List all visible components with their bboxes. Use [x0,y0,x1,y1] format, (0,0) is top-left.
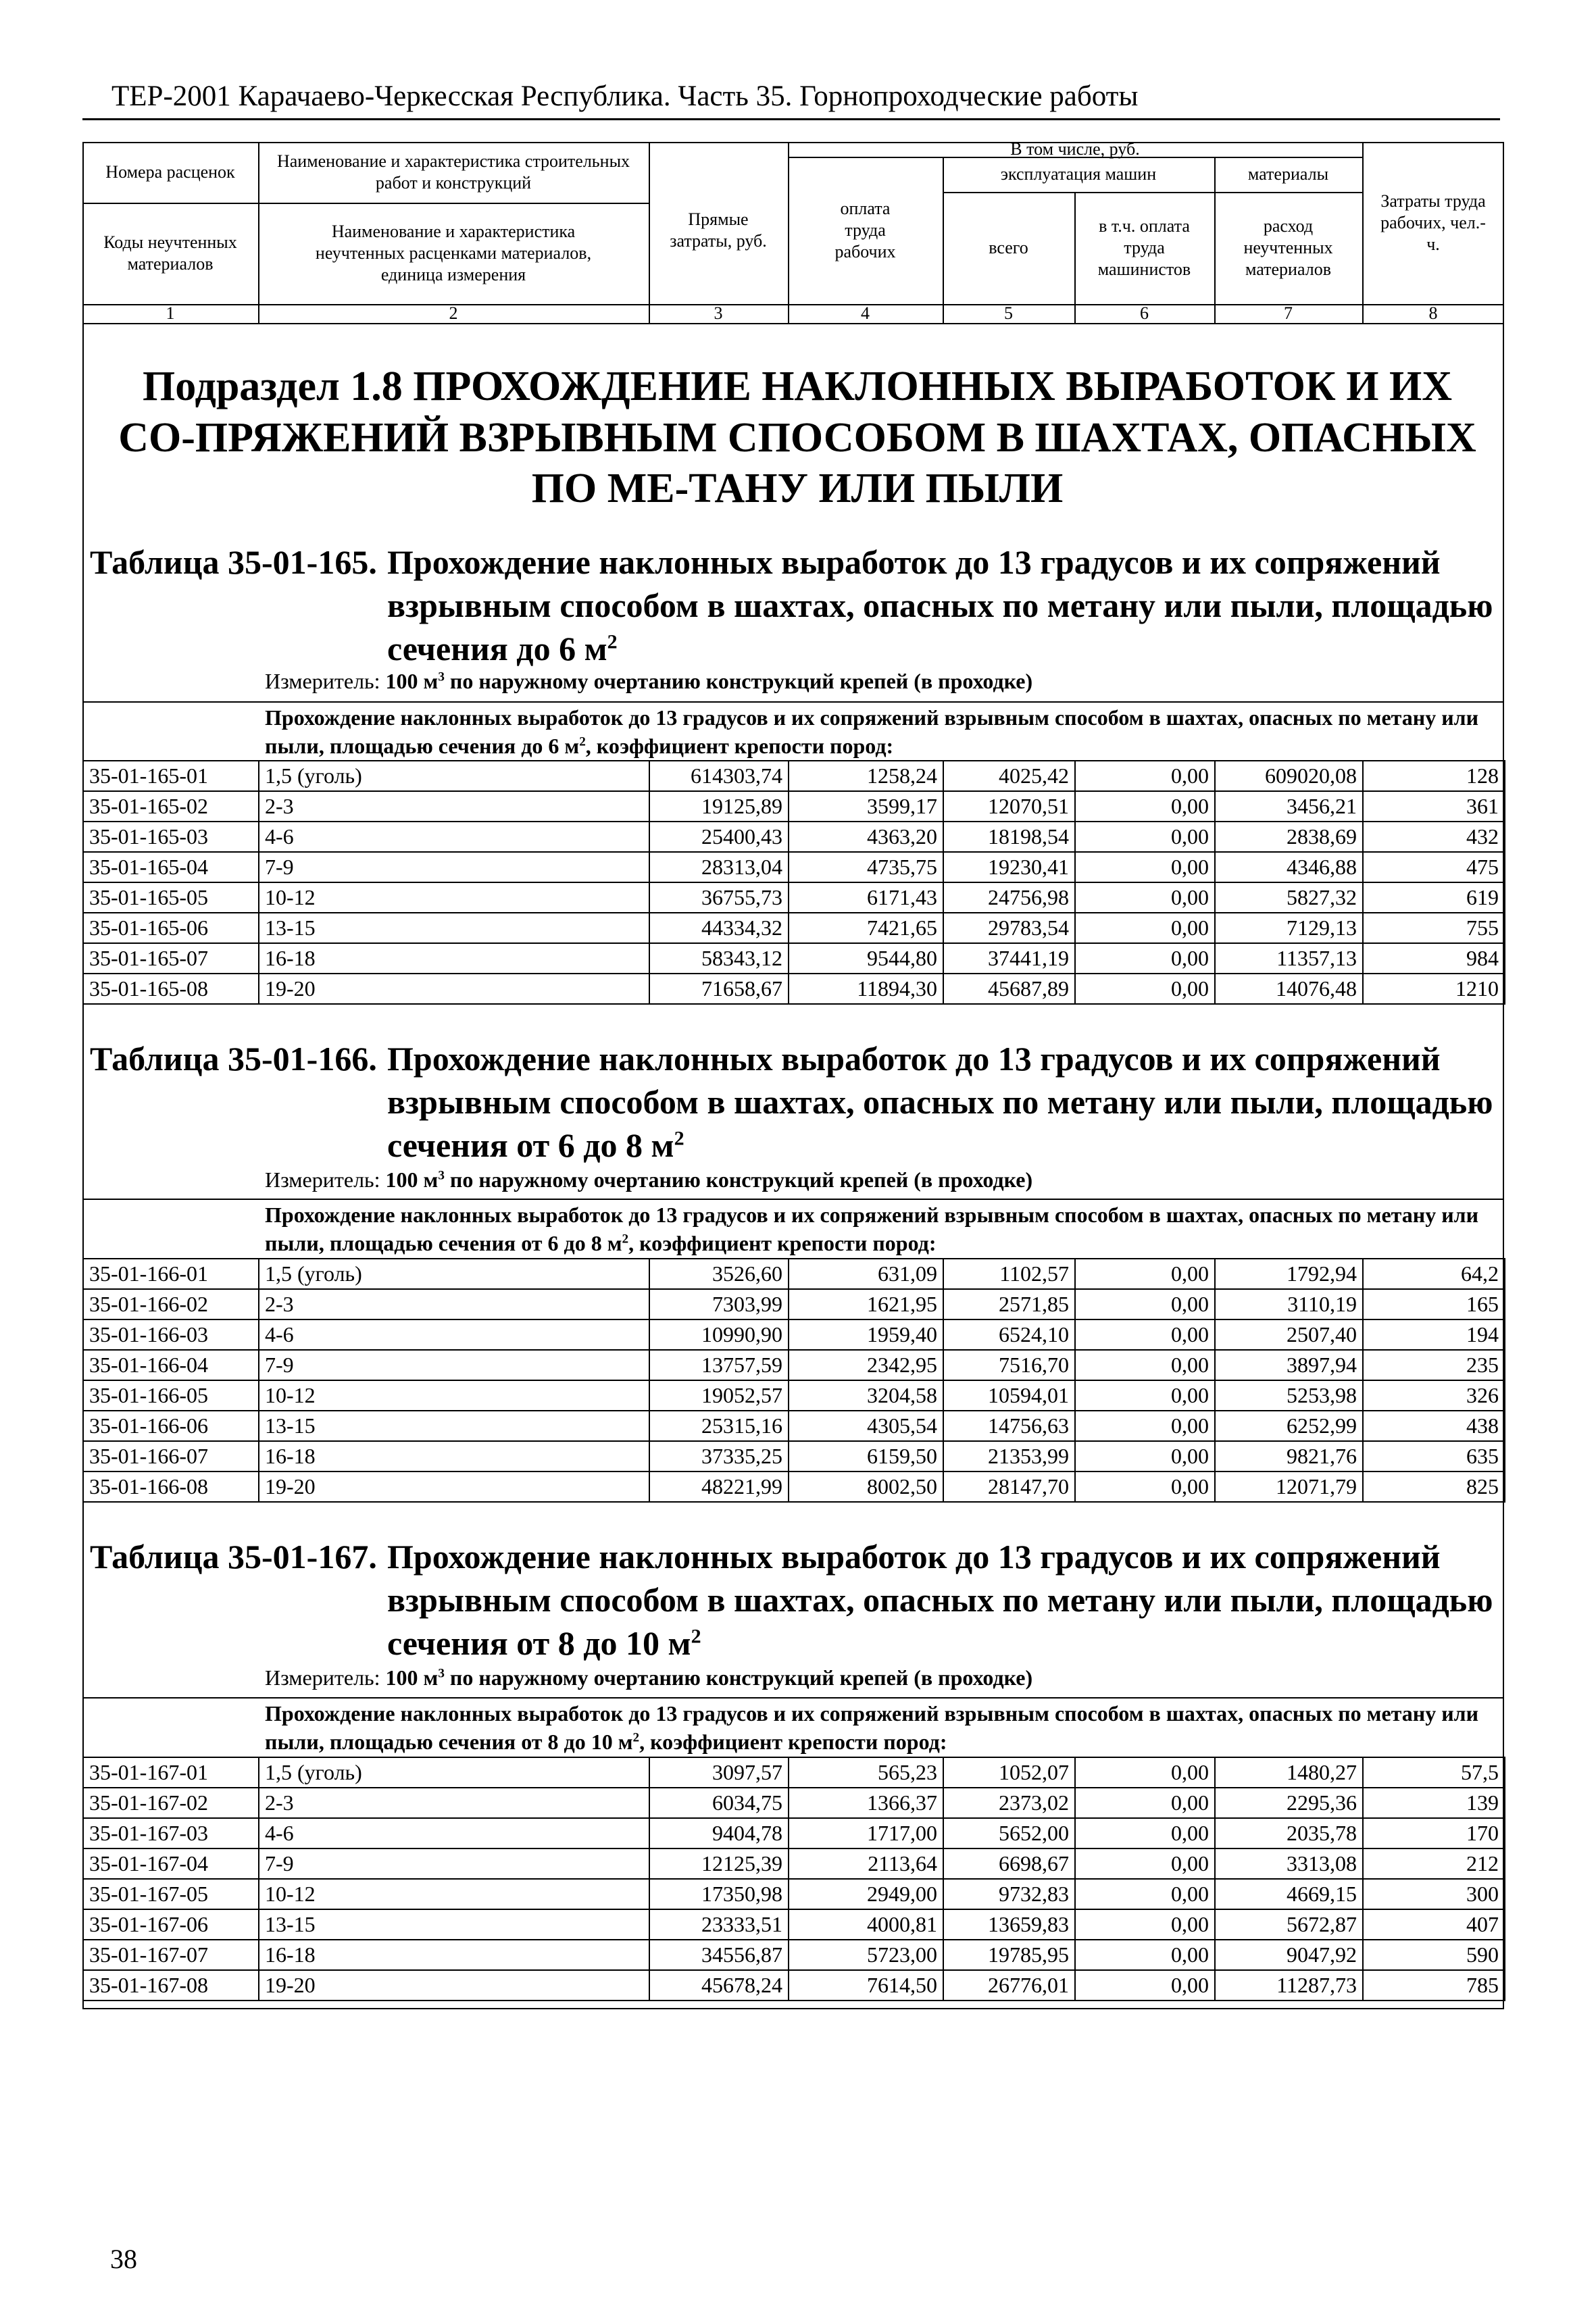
machine-costs-total-cell: 1052,07 [943,1757,1075,1788]
labor-hours-cell: 128 [1363,761,1505,791]
table-row [83,1940,1505,1970]
material-consumption-cell: 9821,76 [1215,1441,1363,1472]
machine-costs-total-cell: 14756,63 [943,1411,1075,1441]
worker-wages-cell: 6159,50 [789,1441,943,1472]
direct-costs-cell: 34556,87 [649,1940,789,1970]
rate-code-cell: 35-01-167-02 [83,1788,259,1818]
machinist-wages-cell: 0,00 [1075,1380,1215,1411]
labor-hours-cell: 326 [1363,1380,1505,1411]
machine-costs-total-cell: 6524,10 [943,1319,1075,1350]
rate-code-cell: 35-01-167-01 [83,1757,259,1788]
table-row [83,1757,1505,1788]
table-row [83,852,1505,882]
labor-hours-cell: 407 [1363,1909,1505,1940]
page-number: 38 [110,2244,137,2274]
labor-hours-cell: 212 [1363,1848,1505,1879]
labor-hours-cell: 475 [1363,852,1505,882]
header-col8: Затраты труда рабочих, чел.-ч. [1380,191,1486,254]
machine-costs-total-cell: 37441,19 [943,943,1075,974]
header-materials: материалы [1247,164,1329,184]
rate-code-cell: 35-01-165-08 [83,974,259,1004]
machine-costs-total-cell: 10594,01 [943,1380,1075,1411]
table-rule [82,1697,1504,1699]
worker-wages-cell: 7614,50 [789,1970,943,2001]
table-row [83,1848,1505,1879]
labor-hours-cell: 194 [1363,1319,1505,1350]
machine-costs-total-cell: 2373,02 [943,1788,1075,1818]
rock-hardness-cell: 7-9 [259,1350,649,1380]
rock-hardness-cell: 4-6 [259,822,649,852]
direct-costs-cell: 3097,57 [649,1757,789,1788]
header-col7: расход неучтенных материалов [1243,216,1333,279]
machine-costs-total-cell: 26776,01 [943,1970,1075,2001]
rock-hardness-cell: 16-18 [259,943,649,974]
rock-hardness-cell: 1,5 (уголь) [259,1757,649,1788]
worker-wages-cell: 3599,17 [789,791,943,822]
machinist-wages-cell: 0,00 [1075,1818,1215,1848]
worker-wages-cell: 4363,20 [789,822,943,852]
machinist-wages-cell: 0,00 [1075,974,1215,1004]
worker-wages-cell: 1366,37 [789,1788,943,1818]
rate-code-cell: 35-01-167-07 [83,1940,259,1970]
machine-costs-total-cell: 12070,51 [943,791,1075,822]
direct-costs-cell: 45678,24 [649,1970,789,2001]
header-number: 7 [1284,303,1293,324]
rock-hardness-cell: 13-15 [259,913,649,943]
header-col1-top: Номера расценок [105,162,235,182]
labor-hours-cell: 825 [1363,1472,1505,1502]
worker-wages-cell: 5723,00 [789,1940,943,1970]
header-col4: оплата труда рабочих [834,199,896,261]
table-row [83,913,1505,943]
table-row [83,974,1505,1004]
table-rule [82,1199,1504,1200]
rock-hardness-cell: 19-20 [259,1472,649,1502]
header-group: В том числе, руб. [1010,139,1140,159]
labor-hours-cell: 139 [1363,1788,1505,1818]
rock-hardness-cell: 10-12 [259,1879,649,1909]
worker-wages-cell: 4735,75 [789,852,943,882]
machinist-wages-cell: 0,00 [1075,852,1215,882]
table-description: Прохождение наклонных выработок до 13 градусов и их сопряжений взрывным способом в шахтах, опасных по метану или пыли, площадью сечения от 6 до 8 $м^2$, коэффициент крепости пород: [265,1203,1479,1255]
table-row [83,1970,1505,2001]
table-title [90,540,1502,676]
material-consumption-cell: 11357,13 [1215,943,1363,974]
direct-costs-cell: 7303,99 [649,1289,789,1319]
table-title [90,1535,1502,1670]
labor-hours-cell: 57,5 [1363,1757,1505,1788]
material-consumption-cell: 3456,21 [1215,791,1363,822]
rock-hardness-cell: 13-15 [259,1411,649,1441]
rock-hardness-cell: 2-3 [259,1788,649,1818]
rock-hardness-cell: 4-6 [259,1818,649,1848]
material-consumption-cell: 609020,08 [1215,761,1363,791]
table-row [83,1259,1505,1289]
machine-costs-total-cell: 2571,85 [943,1289,1075,1319]
rock-hardness-cell: 7-9 [259,1848,649,1879]
worker-wages-cell: 1717,00 [789,1818,943,1848]
material-consumption-cell: 2035,78 [1215,1818,1363,1848]
machinist-wages-cell: 0,00 [1075,1411,1215,1441]
worker-wages-cell: 4000,81 [789,1909,943,1940]
labor-hours-cell: 170 [1363,1818,1505,1848]
machine-costs-total-cell: 7516,70 [943,1350,1075,1380]
header-number: 1 [166,303,175,324]
material-consumption-cell: 5672,87 [1215,1909,1363,1940]
rate-code-cell: 35-01-165-06 [83,913,259,943]
machine-costs-total-cell: 18198,54 [943,822,1075,852]
rock-hardness-cell: 13-15 [259,1909,649,1940]
material-consumption-cell: 1480,27 [1215,1757,1363,1788]
rock-hardness-cell: 16-18 [259,1441,649,1472]
material-consumption-cell: 6252,99 [1215,1411,1363,1441]
rate-code-cell: 35-01-166-06 [83,1411,259,1441]
machinist-wages-cell: 0,00 [1075,822,1215,852]
direct-costs-cell: 19125,89 [649,791,789,822]
header-col2-top: Наименование и характеристика строительных работ и конструкций [276,151,630,193]
rates-table [82,1258,1505,1503]
table-measure: Измеритель: 100 $м^3$ по наружному очертанию конструкций крепей (в проходке) [265,1665,1033,1690]
direct-costs-cell: 17350,98 [649,1879,789,1909]
direct-costs-cell: 28313,04 [649,852,789,882]
rate-code-cell: 35-01-165-04 [83,852,259,882]
machine-costs-total-cell: 1102,57 [943,1259,1075,1289]
rock-hardness-cell: 10-12 [259,882,649,913]
rock-hardness-cell: 19-20 [259,974,649,1004]
rate-code-cell: 35-01-166-04 [83,1350,259,1380]
labor-hours-cell: 1210 [1363,974,1505,1004]
table-rule [82,701,1504,703]
table-row [83,1472,1505,1502]
rate-code-cell: 35-01-166-08 [83,1472,259,1502]
table-caption: Прохождение наклонных выработок до 13 градусов и их сопряжений взрывным способом в шахтах, опасных по метану или пыли, площадью сечения от 8 до 10 $м^2$ [387,1538,1493,1662]
machinist-wages-cell: 0,00 [1075,913,1215,943]
machine-costs-total-cell: 6698,67 [943,1848,1075,1879]
machinist-wages-cell: 0,00 [1075,791,1215,822]
machinist-wages-cell: 0,00 [1075,1970,1215,2001]
header-machines: эксплуатация машин [1000,164,1157,184]
machinist-wages-cell: 0,00 [1075,761,1215,791]
rates-table [82,1757,1505,2001]
machinist-wages-cell: 0,00 [1075,1757,1215,1788]
header-col3: Прямые затраты, руб. [670,209,767,251]
rate-code-cell: 35-01-167-03 [83,1818,259,1848]
labor-hours-cell: 619 [1363,882,1505,913]
rate-code-cell: 35-01-165-03 [83,822,259,852]
machinist-wages-cell: 0,00 [1075,1879,1215,1909]
worker-wages-cell: 3204,58 [789,1380,943,1411]
material-consumption-cell: 14076,48 [1215,974,1363,1004]
worker-wages-cell: 9544,80 [789,943,943,974]
material-consumption-cell: 3313,08 [1215,1848,1363,1879]
rate-code-cell: 35-01-166-01 [83,1259,259,1289]
rock-hardness-cell: 19-20 [259,1970,649,2001]
labor-hours-cell: 165 [1363,1289,1505,1319]
worker-wages-cell: 2949,00 [789,1879,943,1909]
machinist-wages-cell: 0,00 [1075,1350,1215,1380]
material-consumption-cell: 2295,36 [1215,1788,1363,1818]
material-consumption-cell: 5827,32 [1215,882,1363,913]
table-measure: Измеритель: 100 $м^3$ по наружному очертанию конструкций крепей (в проходке) [265,1167,1033,1192]
labor-hours-cell: 755 [1363,913,1505,943]
table-description: Прохождение наклонных выработок до 13 градусов и их сопряжений взрывным способом в шахтах, опасных по метану или пыли, площадью сечения до 6 $м^2$, коэффициент крепости пород: [265,705,1479,758]
worker-wages-cell: 565,23 [789,1757,943,1788]
rate-code-cell: 35-01-166-05 [83,1380,259,1411]
header-col2-bottom: Наименование и характеристика неучтенных расценками материалов, единица измерения [315,222,592,284]
section-title: Подраздел 1.8 ПРОХОЖДЕНИЕ НАКЛОННЫХ ВЫРАБОТОК И ИХ СО-ПРЯЖЕНИЙ ВЗРЫВНЫМ СПОСОБОМ В ШАХТАХ, ОПАСНЫХ ПО МЕ-ТАНУ ИЛИ ПЫЛИ [118,363,1476,512]
material-consumption-cell: 5253,98 [1215,1380,1363,1411]
direct-costs-cell: 614303,74 [649,761,789,791]
rock-hardness-cell: 2-3 [259,1289,649,1319]
header-col6: в т.ч. оплата труда машинистов [1097,216,1191,279]
table-number: Таблица 35-01-166. [90,1040,377,1078]
machinist-wages-cell: 0,00 [1075,1441,1215,1472]
table-row [83,791,1505,822]
header-col1-bottom: Коды неучтенных материалов [103,232,237,274]
machinist-wages-cell: 0,00 [1075,1909,1215,1940]
direct-costs-cell: 13757,59 [649,1350,789,1380]
rate-code-cell: 35-01-165-07 [83,943,259,974]
material-consumption-cell: 3897,94 [1215,1350,1363,1380]
rock-hardness-cell: 4-6 [259,1319,649,1350]
table-row [83,1441,1505,1472]
worker-wages-cell: 11894,30 [789,974,943,1004]
header-rule [82,118,1500,120]
header-number: 4 [861,303,870,324]
rate-code-cell: 35-01-165-02 [83,791,259,822]
machinist-wages-cell: 0,00 [1075,1259,1215,1289]
direct-costs-cell: 48221,99 [649,1472,789,1502]
worker-wages-cell: 1621,95 [789,1289,943,1319]
table-number: Таблица 35-01-165. [90,543,377,581]
material-consumption-cell: 9047,92 [1215,1940,1363,1970]
direct-costs-cell: 10990,90 [649,1319,789,1350]
machine-costs-total-cell: 19230,41 [943,852,1075,882]
machinist-wages-cell: 0,00 [1075,1940,1215,1970]
table-row [83,1788,1505,1818]
machine-costs-total-cell: 13659,83 [943,1909,1075,1940]
material-consumption-cell: 2507,40 [1215,1319,1363,1350]
rate-code-cell: 35-01-166-03 [83,1319,259,1350]
direct-costs-cell: 3526,60 [649,1259,789,1289]
worker-wages-cell: 7421,65 [789,913,943,943]
machinist-wages-cell: 0,00 [1075,1788,1215,1818]
worker-wages-cell: 2113,64 [789,1848,943,1879]
table-row [83,943,1505,974]
labor-hours-cell: 590 [1363,1940,1505,1970]
rock-hardness-cell: 10-12 [259,1380,649,1411]
rate-code-cell: 35-01-165-05 [83,882,259,913]
table-row [83,882,1505,913]
machine-costs-total-cell: 28147,70 [943,1472,1075,1502]
direct-costs-cell: 71658,67 [649,974,789,1004]
header-number: 3 [714,303,723,324]
table-row [83,1411,1505,1441]
labor-hours-cell: 432 [1363,822,1505,852]
header-number: 2 [449,303,458,324]
direct-costs-cell: 37335,25 [649,1441,789,1472]
rock-hardness-cell: 16-18 [259,1940,649,1970]
table-description: Прохождение наклонных выработок до 13 градусов и их сопряжений взрывным способом в шахтах, опасных по метану или пыли, площадью сечения от 8 до 10 $м^2$, коэффициент крепости пород: [265,1701,1479,1754]
material-consumption-cell: 3110,19 [1215,1289,1363,1319]
worker-wages-cell: 1959,40 [789,1319,943,1350]
direct-costs-cell: 25400,43 [649,822,789,852]
table-row [83,822,1505,852]
table-measure: Измеритель: 100 $м^3$ по наружному очертанию конструкций крепей (в проходке) [265,669,1033,693]
direct-costs-cell: 6034,75 [649,1788,789,1818]
direct-costs-cell: 36755,73 [649,882,789,913]
rock-hardness-cell: 2-3 [259,791,649,822]
material-consumption-cell: 7129,13 [1215,913,1363,943]
rates-table [82,760,1505,1005]
labor-hours-cell: 235 [1363,1350,1505,1380]
table-row [83,1380,1505,1411]
material-consumption-cell: 4346,88 [1215,852,1363,882]
rock-hardness-cell: 1,5 (уголь) [259,761,649,791]
header-number: 5 [1004,303,1013,324]
table-row [83,1879,1505,1909]
machine-costs-total-cell: 9732,83 [943,1879,1075,1909]
rate-code-cell: 35-01-166-02 [83,1289,259,1319]
labor-hours-cell: 635 [1363,1441,1505,1472]
machine-costs-total-cell: 5652,00 [943,1818,1075,1848]
worker-wages-cell: 8002,50 [789,1472,943,1502]
machinist-wages-cell: 0,00 [1075,882,1215,913]
table-row [83,1319,1505,1350]
table-row [83,1818,1505,1848]
direct-costs-cell: 58343,12 [649,943,789,974]
table-title [90,1037,1502,1172]
material-consumption-cell: 1792,94 [1215,1259,1363,1289]
header-number: 6 [1140,303,1149,324]
running-header: ТЕР-2001 Карачаево-Черкесская Республика. Часть 35. Горнопроходческие работы [111,80,1139,112]
machine-costs-total-cell: 21353,99 [943,1441,1075,1472]
machinist-wages-cell: 0,00 [1075,1289,1215,1319]
material-consumption-cell: 11287,73 [1215,1970,1363,2001]
labor-hours-cell: 361 [1363,791,1505,822]
machine-costs-total-cell: 45687,89 [943,974,1075,1004]
table-caption: Прохождение наклонных выработок до 13 градусов и их сопряжений взрывным способом в шахтах, опасных по метану или пыли, площадью сечения от 6 до 8 $м^2$ [387,1040,1493,1164]
labor-hours-cell: 300 [1363,1879,1505,1909]
direct-costs-cell: 44334,32 [649,913,789,943]
machinist-wages-cell: 0,00 [1075,1472,1215,1502]
machinist-wages-cell: 0,00 [1075,1848,1215,1879]
direct-costs-cell: 19052,57 [649,1380,789,1411]
material-consumption-cell: 4669,15 [1215,1879,1363,1909]
rock-hardness-cell: 1,5 (уголь) [259,1259,649,1289]
header-number: 8 [1428,303,1438,324]
table-row [83,761,1505,791]
direct-costs-cell: 9404,78 [649,1818,789,1848]
worker-wages-cell: 6171,43 [789,882,943,913]
worker-wages-cell: 1258,24 [789,761,943,791]
rate-code-cell: 35-01-167-08 [83,1970,259,2001]
table-caption: Прохождение наклонных выработок до 13 градусов и их сопряжений взрывным способом в шахтах, опасных по метану или пыли, площадью сечения до 6 $м^2$ [387,543,1493,668]
rate-code-cell: 35-01-167-04 [83,1848,259,1879]
table-row [83,1909,1505,1940]
rate-code-cell: 35-01-166-07 [83,1441,259,1472]
rate-code-cell: 35-01-167-06 [83,1909,259,1940]
direct-costs-cell: 23333,51 [649,1909,789,1940]
machine-costs-total-cell: 24756,98 [943,882,1075,913]
table-number: Таблица 35-01-167. [90,1538,377,1576]
machine-costs-total-cell: 4025,42 [943,761,1075,791]
worker-wages-cell: 631,09 [789,1259,943,1289]
labor-hours-cell: 984 [1363,943,1505,974]
material-consumption-cell: 2838,69 [1215,822,1363,852]
labor-hours-cell: 438 [1363,1411,1505,1441]
direct-costs-cell: 25315,16 [649,1411,789,1441]
rate-code-cell: 35-01-165-01 [83,761,259,791]
header-col5: всего [989,238,1028,258]
table-row [83,1289,1505,1319]
labor-hours-cell: 785 [1363,1970,1505,2001]
material-consumption-cell: 12071,79 [1215,1472,1363,1502]
rate-code-cell: 35-01-167-05 [83,1879,259,1909]
rock-hardness-cell: 7-9 [259,852,649,882]
labor-hours-cell: 64,2 [1363,1259,1505,1289]
worker-wages-cell: 2342,95 [789,1350,943,1380]
machine-costs-total-cell: 29783,54 [943,913,1075,943]
machinist-wages-cell: 0,00 [1075,1319,1215,1350]
table-row [83,1350,1505,1380]
machinist-wages-cell: 0,00 [1075,943,1215,974]
direct-costs-cell: 12125,39 [649,1848,789,1879]
worker-wages-cell: 4305,54 [789,1411,943,1441]
machine-costs-total-cell: 19785,95 [943,1940,1075,1970]
